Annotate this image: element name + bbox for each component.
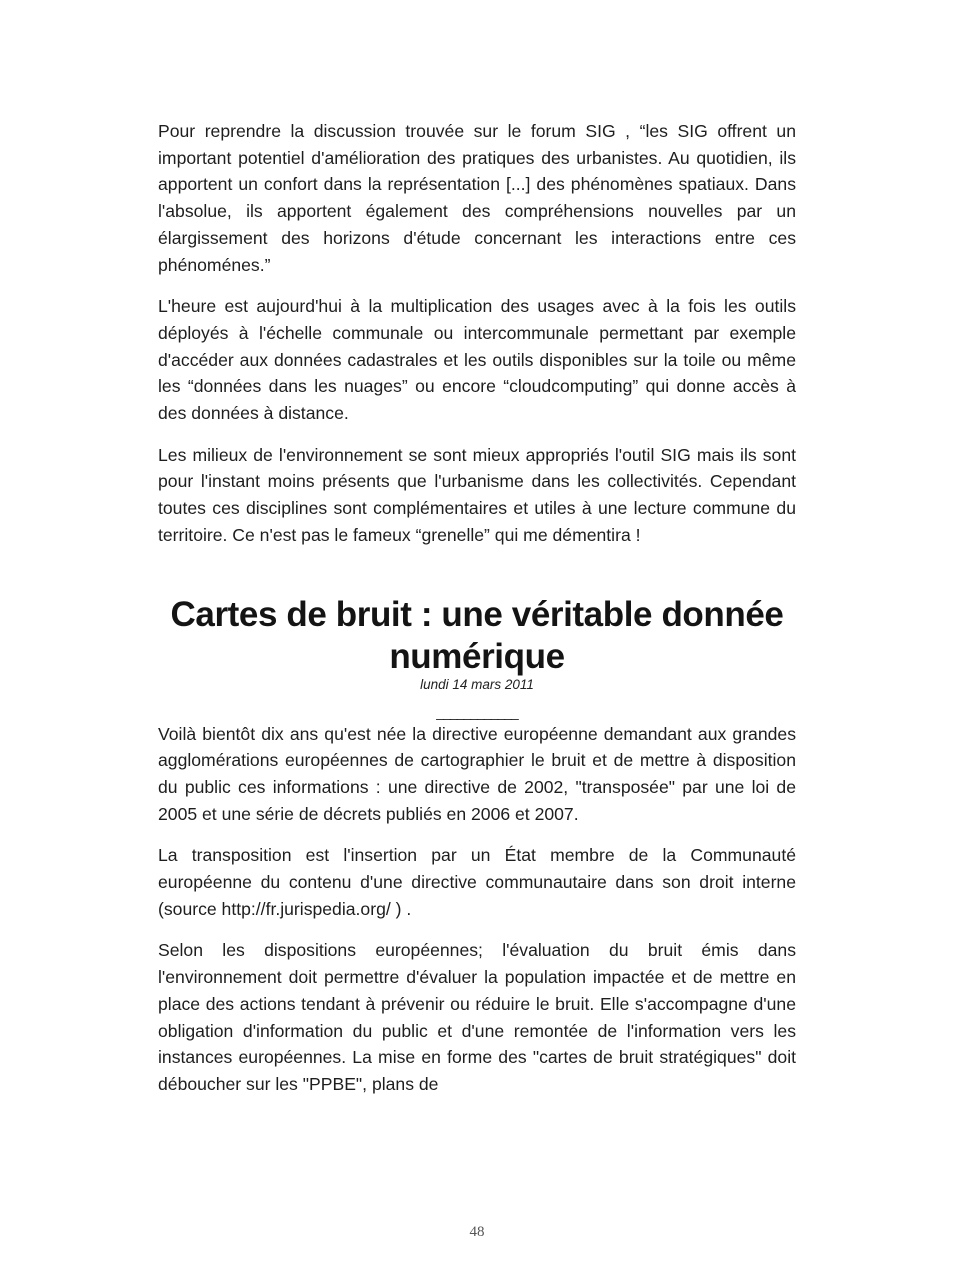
paragraph-transposition: La transposition est l'insertion par un État membre de la Communauté européenne du contenu d'une directive communautaire dans son droit interne (source http://fr.jurispedia.org/ ) .: [158, 845, 796, 919]
paragraph-dispositions: Selon les dispositions européennes; l'évaluation du bruit émis dans l'environnement doit permettre d'évaluer la population impactée et de mettre en place des actions tendant à prévenir ou réduire le bruit. Elle s'accompagne d'une obligation d'information du public et d'une remontée de l'information vers les instances européennes. La mise en forme des "cartes de bruit stratégiques" doit déboucher sur les "PPBE", plans de: [158, 940, 796, 1094]
paragraph-directive: Voilà bientôt dix ans qu'est née la directive européenne demandant aux grandes agglomérations européennes de cartographier le bruit et de mettre à disposition du public ces informations : une directive de 2002, "transposée" par une loi de 2005 et une série de décrets publiés en 2006 et 2007.: [158, 723, 796, 824]
page-content: [158, 118, 796, 1113]
page-number: 48: [469, 1224, 485, 1240]
paragraph-environnement: Les milieux de l'environnement se sont mieux appropriés l'outil SIG mais ils sont pour l'instant moins présents que l'urbanisme dans les collectivités. Cependant toutes ces disciplines sont complémentaires et utiles à une lecture commune du territoire. Ce n'est pas le fameux “grenelle” qui me démentira !: [158, 444, 796, 545]
paragraph-forum-sig: Pour reprendre la discussion trouvée sur le forum SIG , “les SIG offrent un important potentiel d'amélioration des pratiques des urbanistes. Au quotidien, ils apportent un confort dans la représentation [...] des phénomènes spatiaux. Dans l'absolue, ils apportent également des compréhensions nouvelles par un élargissement des horizons d'étude concernant les interactions entre ces phénoménes.”: [158, 121, 796, 275]
article-date: lundi 14 mars 2011: [420, 676, 534, 692]
paragraph-usages: L'heure est aujourd'hui à la multiplication des usages avec à la fois les outils déployés à l'échelle communale ou intercommunale permettant par exemple d'accéder aux données cadastrales et les outils disponibles sur la toile ou même les “données dans les nuages” ou encore “cloudcomputing” qui donne accès à des données à distance.: [158, 296, 796, 424]
separator-line: ____________: [436, 703, 518, 720]
article-title: Cartes de bruit : une véritable donnée numérique: [170, 594, 784, 676]
